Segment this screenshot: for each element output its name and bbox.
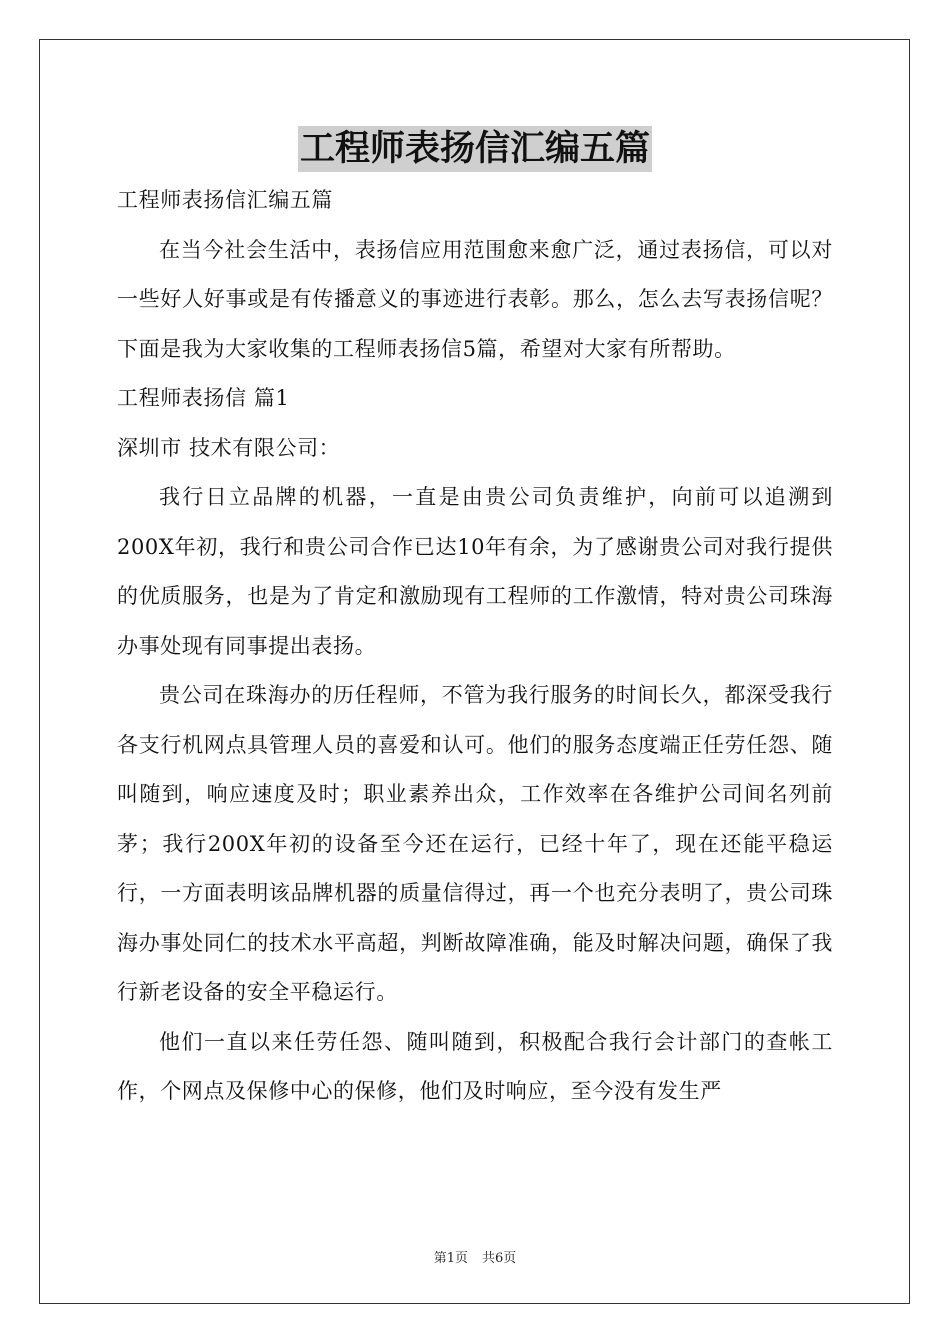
title-container [0,126,950,172]
document-body [117,176,833,1117]
salutation: 深圳市 技术有限公司： [117,435,341,460]
section-heading: 工程师表扬信 篇1 [117,386,290,410]
paragraph: 在当今社会生活中，表扬信应用范围愈来愈广泛，通过表扬信，可以对一些好人好事或是有传播意义的事迹进行表彰。那么，怎么去写表扬信呢？下面是我为大家收集的工程师表扬信5篇，希望对大家有所帮助。 [117,237,833,361]
paragraph: 工程师表扬信汇编五篇 [117,188,333,212]
paragraph: 我行日立品牌的机器，一直是由贵公司负责维护，向前可以追溯到200X年初，我行和贵公司合作已达10年有余，为了感谢贵公司对我行提供的优质服务，也是为了肯定和激励现有工程师的工作激情，特对贵公司珠海办事处现有同事提出表扬。 [117,485,833,658]
document-title: 工程师表扬信汇编五篇 [298,126,652,172]
page-number: 第1页 [433,1251,468,1266]
paragraph: 他们一直以来任劳任怨、随叫随到，积极配合我行会计部门的查帐工作，个网点及保修中心的保修，他们及时响应，至今没有发生严 [117,1029,833,1103]
page-footer [0,1247,950,1266]
page-total: 共6页 [482,1251,517,1266]
paragraph: 贵公司在珠海办的历任程师，不管为我行服务的时间长久，都深受我行各支行机网点具管理人员的喜爱和认可。他们的服务态度端正任劳任怨、随叫随到，响应速度及时；职业素养出众，工作效率在各维护公司间名列前茅；我行200X年初的设备至今还在运行，已经十年了，现在还能平稳运行，一方面表明该品牌机器的质量信得过，再一个也充分表明了，贵公司珠海办事处同仁的技术水平高超，判断故障准确，能及时解决问题，确保了我行新老设备的安全平稳运行。 [117,683,833,1004]
